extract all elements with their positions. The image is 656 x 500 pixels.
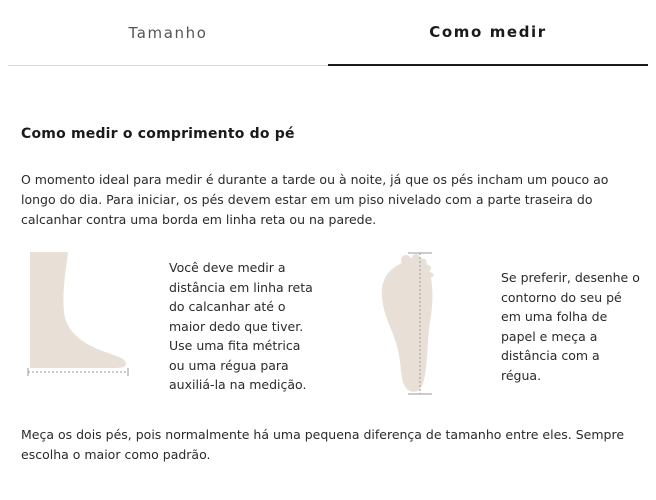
section-title: Como medir o comprimento do pé	[21, 126, 295, 142]
foot-top-view-illustration	[378, 250, 442, 398]
foot-side-shape	[30, 252, 126, 368]
foot-side-view-illustration	[22, 250, 134, 380]
toe-3	[420, 259, 427, 266]
foot-top-shape	[382, 257, 433, 391]
toe-big	[401, 255, 411, 265]
intro-paragraph: O momento ideal para medir é durante a tarde ou à noite, já que os pés incham um pouco ao longo do dia. Para iniciar, os pés devem estar em um piso nivelado com a parte traseira do calcanhar contra uma borda em linha reta ou na parede.	[21, 172, 609, 227]
toe-4	[425, 265, 431, 271]
side-view-caption: Você deve medir a distância em linha reta do calcanhar até o maior dedo que tiver. Use uma fita métrica ou uma régua para auxiliá-la na medição.	[169, 260, 313, 392]
tab-como-medir[interactable]: Como medir	[328, 0, 648, 66]
toe-2	[412, 254, 420, 262]
tab-bar	[8, 0, 648, 66]
tab-tamanho[interactable]: Tamanho	[8, 0, 328, 66]
footer-note: Meça os dois pés, pois normalmente há uma pequena diferença de tamanho entre eles. Sempre escolha o maior como padrão.	[21, 427, 625, 462]
top-view-caption: Se preferir, desenhe o contorno do seu pé em uma folha de papel e meça a distância com a régua.	[501, 270, 640, 383]
toe-5	[429, 273, 434, 278]
